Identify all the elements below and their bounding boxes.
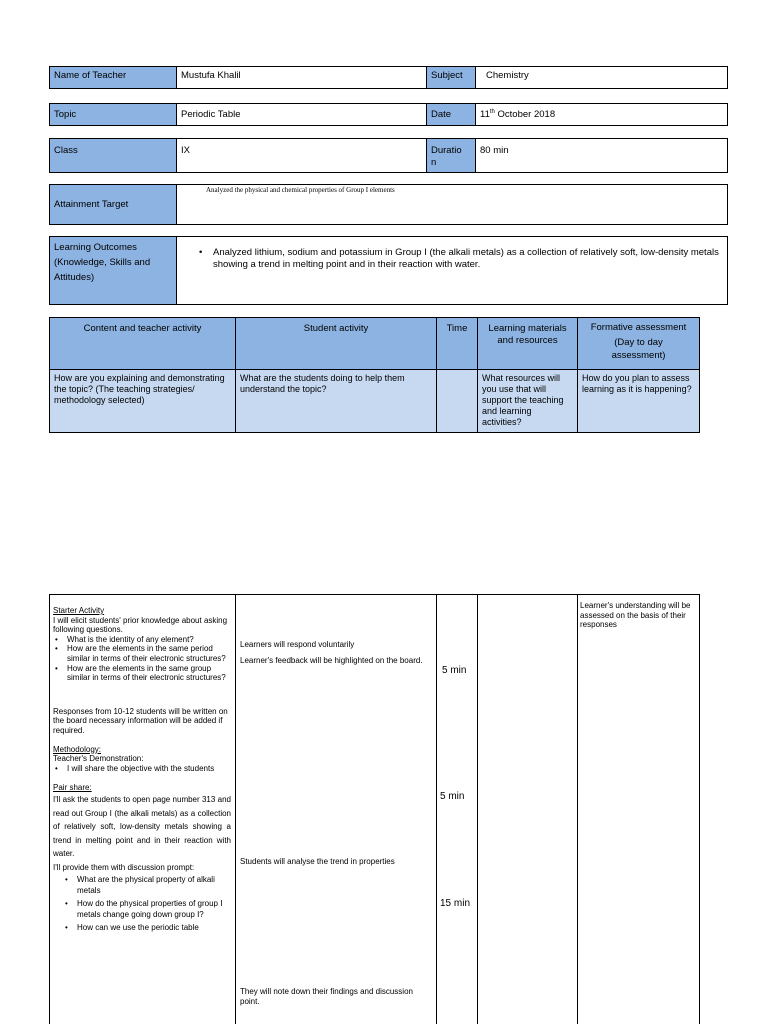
- subject-label: Subject: [427, 67, 476, 89]
- guide-time: [437, 370, 478, 433]
- class-row: [49, 138, 728, 173]
- list-item: • How do the physical properties of group I metals change going down group I?: [53, 898, 231, 920]
- responses-note: Responses from 10-12 students will be written on the board necessary information will be added if required.: [53, 706, 228, 735]
- list-item: • How are the elements in the same period similar in terms of their electronic structures?: [53, 644, 231, 663]
- assessment-text-1: Learner's understanding will be assessed on the basis of their responses: [580, 601, 691, 630]
- guide-student: What are the students doing to help them understand the topic?: [236, 370, 437, 433]
- student-text-4: They will note down their findings and discussion point.: [240, 987, 413, 1006]
- header-assessment-title: Formative assessment: [590, 322, 687, 333]
- bullet-icon: •: [199, 247, 203, 258]
- header-content: Content and teacher activity: [50, 318, 236, 370]
- outcomes-value: [177, 237, 728, 305]
- guide-assessment: How do you plan to assess learning as it is happening?: [578, 370, 700, 433]
- guide-content: How are you explaining and demonstrating the topic? (The teaching strategies/ methodology selected): [50, 370, 236, 433]
- header-time: Time: [437, 318, 478, 370]
- outcomes-title: Learning Outcomes: [54, 242, 137, 253]
- time-3: 15 min: [440, 898, 471, 909]
- list-item: • I will share the objective with the students: [53, 764, 231, 774]
- header-materials: Learning materials and resources: [478, 318, 578, 370]
- duration-value: 80 min: [476, 139, 728, 173]
- demo-title: Teacher's Demonstration:: [53, 754, 144, 764]
- teacher-row: [49, 66, 728, 89]
- plan-table: [49, 317, 700, 433]
- starter-question-list: [53, 635, 231, 683]
- col-divider-1: [235, 594, 236, 1024]
- attainment-label: Attainment Target: [50, 185, 177, 225]
- outcomes-label: [50, 237, 177, 305]
- col-divider-3: [477, 594, 478, 1024]
- header-student: Student activity: [236, 318, 437, 370]
- pair-text: I'll ask the students to open page number 313 and read out Group I (the alkali metals) as a collection of relatively soft, low-density metals showing a trend in melting point and in their reaction with water.: [53, 794, 231, 859]
- class-label: Class: [50, 139, 177, 173]
- prompt-list: [53, 874, 231, 933]
- time-2: 5 min: [440, 791, 465, 802]
- attainment-row: [49, 184, 728, 225]
- pair-title: Pair share:: [53, 783, 92, 793]
- date-label: Date: [427, 104, 476, 126]
- teacher-label: Name of Teacher: [50, 67, 177, 89]
- list-item: • What are the physical property of alkali metals: [53, 874, 231, 896]
- class-value: IX: [177, 139, 427, 173]
- starter-title: Starter Activity: [53, 606, 105, 615]
- outcomes-text: Analyzed lithium, sodium and potassium in Group I (the alkali metals) as a collection of relatively soft, low-density metals showing a trend in melting point and in their reaction with water.: [213, 247, 719, 270]
- activity-content: [53, 606, 231, 933]
- plan-header-row: [50, 318, 700, 370]
- col-divider-4: [577, 594, 578, 1024]
- student-text-3: Students will analyse the trend in properties: [240, 857, 395, 866]
- prompt-text: I'll provide them with discussion prompt:: [53, 862, 195, 872]
- student-text-1: Learners will respond voluntarily: [240, 640, 355, 649]
- attainment-value: Analyzed the physical and chemical properties of Group I elements: [177, 185, 728, 225]
- list-item: • What is the identity of any element?: [53, 635, 231, 645]
- student-text-2: Learner's feedback will be highlighted on the board.: [240, 656, 423, 665]
- header-assessment: [578, 318, 700, 370]
- teacher-value: Mustufa Khalil: [177, 67, 427, 89]
- list-item: • How can we use the periodic table: [53, 922, 231, 933]
- topic-value: Periodic Table: [177, 104, 427, 126]
- demo-list: [53, 764, 231, 774]
- date-value: 11th October 2018: [476, 104, 728, 126]
- duration-label: Duratio n: [427, 139, 476, 173]
- plan-guide-row: [50, 370, 700, 433]
- guide-materials: What resources will you use that will support the teaching and learning activities?: [478, 370, 578, 433]
- topic-row: [49, 103, 728, 126]
- methodology-title: Methodology:: [53, 744, 102, 754]
- list-item: • How are the elements in the same group similar in terms of their electronic structures?: [53, 664, 231, 683]
- header-assessment-sub: (Day to day assessment): [611, 337, 666, 361]
- starter-intro: I will elicit students' prior knowledge about asking following questions.: [53, 615, 228, 635]
- outcomes-subtitle: (Knowledge, Skills and Attitudes): [54, 257, 151, 283]
- subject-value: Chemistry: [476, 67, 728, 89]
- col-divider-2: [436, 594, 437, 1024]
- topic-label: Topic: [50, 104, 177, 126]
- time-1: 5 min: [442, 665, 467, 676]
- outcomes-row: [49, 236, 728, 305]
